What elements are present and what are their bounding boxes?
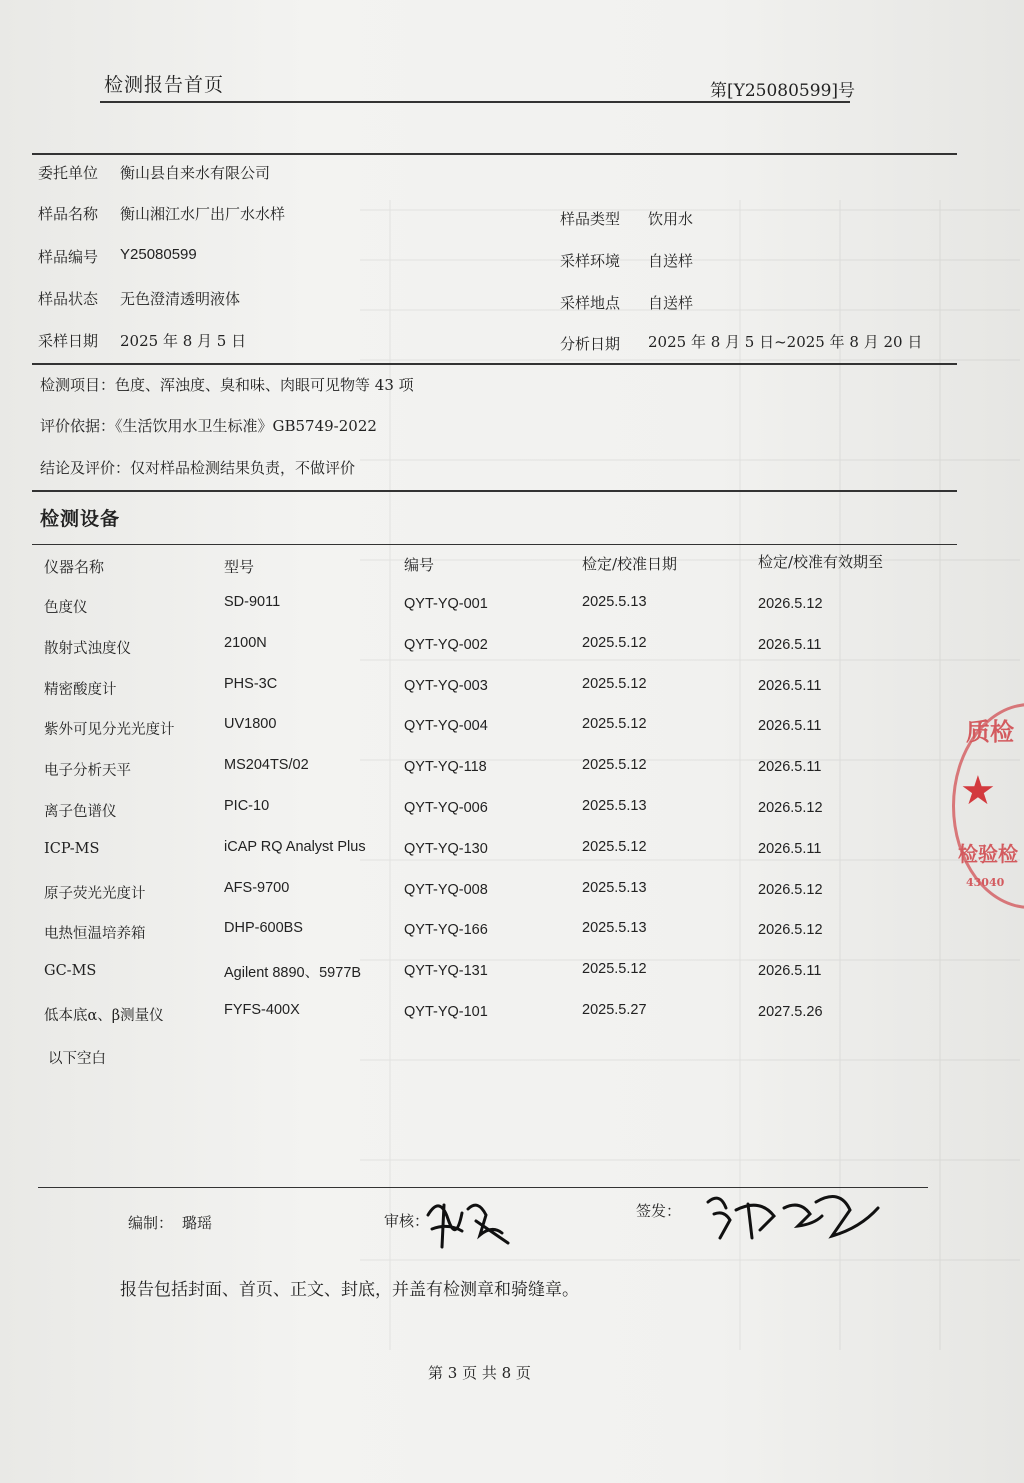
col-header-code: 编号 [404, 556, 435, 574]
calibration-date: 2025.5.13 [582, 879, 647, 896]
calibration-date: 2025.5.12 [582, 757, 647, 774]
instrument-code: QYT-YQ-004 [404, 718, 488, 735]
col-header-calibration-date: 检定/校准日期 [582, 555, 678, 573]
stamp-lettering-bottom: 检验检 [958, 842, 1018, 866]
blank-below-note: 以下空白 [48, 1051, 106, 1067]
star-icon: ★ [960, 768, 996, 814]
client-value: 衡山县自来水有限公司 [120, 164, 271, 182]
sample-type-label: 样品类型 [560, 210, 621, 228]
instrument-model: SD-9011 [224, 594, 281, 610]
instrument-code: QYT-YQ-130 [404, 840, 488, 857]
instrument-name: 散射式浊度仪 [44, 640, 131, 657]
instrument-code: QYT-YQ-001 [404, 596, 488, 612]
sampling-site-value: 自送样 [648, 294, 694, 312]
calibration-date: 2025.5.13 [582, 798, 647, 814]
reviewer-label: 审核： [384, 1212, 430, 1230]
instrument-code: QYT-YQ-131 [404, 963, 488, 980]
valid-until-date: 2026.5.12 [758, 596, 823, 612]
valid-until-date: 2026.5.12 [758, 922, 823, 939]
valid-until-date: 2026.5.11 [758, 840, 822, 857]
editor-label: 编制： [128, 1214, 174, 1232]
col-header-instrument: 仪器名称 [44, 558, 105, 576]
instrument-name: 电子分析天平 [44, 763, 131, 780]
evaluation-basis-line: 评价依据：《生活饮用水卫生标准》GB5749-2022 [40, 417, 377, 435]
conclusion-line: 结论及评价：仅对样品检测结果负责，不做评价 [40, 459, 356, 477]
sampling-date-label: 采样日期 [38, 332, 99, 350]
sample-no-value: Y25080599 [120, 246, 197, 263]
instrument-code: QYT-YQ-101 [404, 1004, 488, 1020]
calibration-date: 2025.5.13 [582, 594, 647, 610]
report-header-title: 检测报告首页 [104, 74, 225, 96]
editor-name: 璐瑶 [182, 1214, 213, 1232]
reviewer-signature [418, 1185, 518, 1255]
instrument-code: QYT-YQ-008 [404, 881, 488, 898]
instrument-model: Agilent 8890、5977B [224, 965, 362, 982]
calibration-date: 2025.5.12 [582, 961, 647, 978]
analysis-date-label: 分析日期 [560, 335, 621, 353]
calibration-date: 2025.5.13 [582, 920, 647, 937]
instrument-model: MS204TS/02 [224, 757, 309, 774]
instrument-name: 低本底α、β测量仪 [44, 1008, 164, 1024]
instrument-name: 电热恒温培养箱 [44, 926, 146, 943]
stamp-code: 43040 [966, 876, 1005, 889]
sampling-env-label: 采样环境 [560, 252, 621, 270]
sample-name-label: 样品名称 [38, 205, 99, 223]
sampling-date-value: 2025 年 8 月 5 日 [120, 332, 247, 350]
valid-until-date: 2026.5.11 [758, 677, 822, 694]
instrument-code: QYT-YQ-003 [404, 677, 488, 694]
instrument-model: UV1800 [224, 716, 277, 733]
calibration-date: 2025.5.12 [582, 634, 647, 651]
instrument-code: QYT-YQ-118 [404, 759, 487, 776]
sample-no-label: 样品编号 [38, 248, 99, 266]
test-items-line: 检测项目：色度、浑浊度、臭和味、肉眼可见物等 43 项 [40, 376, 414, 394]
valid-until-date: 2026.5.12 [758, 881, 823, 898]
sample-name-value: 衡山湘江水厂出厂水水样 [120, 205, 286, 223]
page-number: 第 3 页 共 8 页 [428, 1364, 531, 1382]
instrument-code: QYT-YQ-002 [404, 636, 488, 653]
instrument-model: PIC-10 [224, 798, 270, 814]
instrument-code: QYT-YQ-166 [404, 922, 488, 939]
calibration-date: 2025.5.27 [582, 1002, 647, 1018]
issuer-signature [700, 1180, 885, 1250]
valid-until-date: 2026.5.11 [758, 759, 822, 776]
sample-type-value: 饮用水 [648, 210, 694, 228]
sampling-env-value: 自送样 [648, 252, 694, 270]
valid-until-date: 2026.5.11 [758, 636, 822, 653]
analysis-date-value: 2025 年 8 月 5 日~2025 年 8 月 20 日 [648, 333, 923, 351]
equipment-top-rule [32, 490, 957, 492]
calibration-date: 2025.5.12 [582, 675, 647, 692]
col-header-model: 型号 [224, 558, 255, 576]
sample-state-value: 无色澄清透明液体 [120, 290, 241, 308]
valid-until-date: 2027.5.26 [758, 1004, 823, 1020]
stamp-lettering-top: 质检 [966, 717, 1014, 746]
instrument-name: 紫外可见分光光度计 [44, 722, 175, 739]
valid-until-date: 2026.5.11 [758, 963, 822, 980]
issuer-label: 签发： [636, 1202, 682, 1220]
sampling-site-label: 采样地点 [560, 294, 621, 312]
client-label: 委托单位 [38, 164, 99, 182]
calibration-date: 2025.5.12 [582, 716, 647, 733]
equipment-section-title: 检测设备 [40, 508, 121, 530]
instrument-name: 原子荧光光度计 [44, 885, 146, 902]
valid-until-date: 2026.5.11 [758, 718, 822, 735]
instrument-code: QYT-YQ-006 [404, 800, 488, 816]
equipment-header-rule [32, 544, 957, 545]
instrument-model: DHP-600BS [224, 920, 303, 937]
instrument-model: AFS-9700 [224, 879, 290, 896]
calibration-date: 2025.5.12 [582, 838, 647, 855]
report-composition-note: 报告包括封面、首页、正文、封底，并盖有检测章和骑缝章。 [120, 1280, 579, 1300]
instrument-name: ICP-MS [44, 840, 100, 857]
instrument-model: iCAP RQ Analyst Plus [224, 838, 366, 855]
instrument-model: FYFS-400X [224, 1002, 300, 1018]
header-rule [100, 101, 850, 103]
instrument-name: GC-MS [44, 963, 97, 980]
instrument-model: PHS-3C [224, 675, 278, 692]
valid-until-date: 2026.5.12 [758, 800, 823, 816]
info-top-rule [32, 153, 957, 155]
col-header-valid-until: 检定/校准有效期至 [758, 553, 884, 571]
instrument-name: 色度仪 [44, 600, 88, 616]
info-mid-rule [32, 363, 957, 365]
sample-state-label: 样品状态 [38, 290, 99, 308]
instrument-name: 离子色谱仪 [44, 804, 117, 820]
instrument-model: 2100N [224, 634, 267, 651]
report-number: 第[Y25080599]号 [710, 81, 856, 101]
instrument-name: 精密酸度计 [44, 681, 117, 698]
